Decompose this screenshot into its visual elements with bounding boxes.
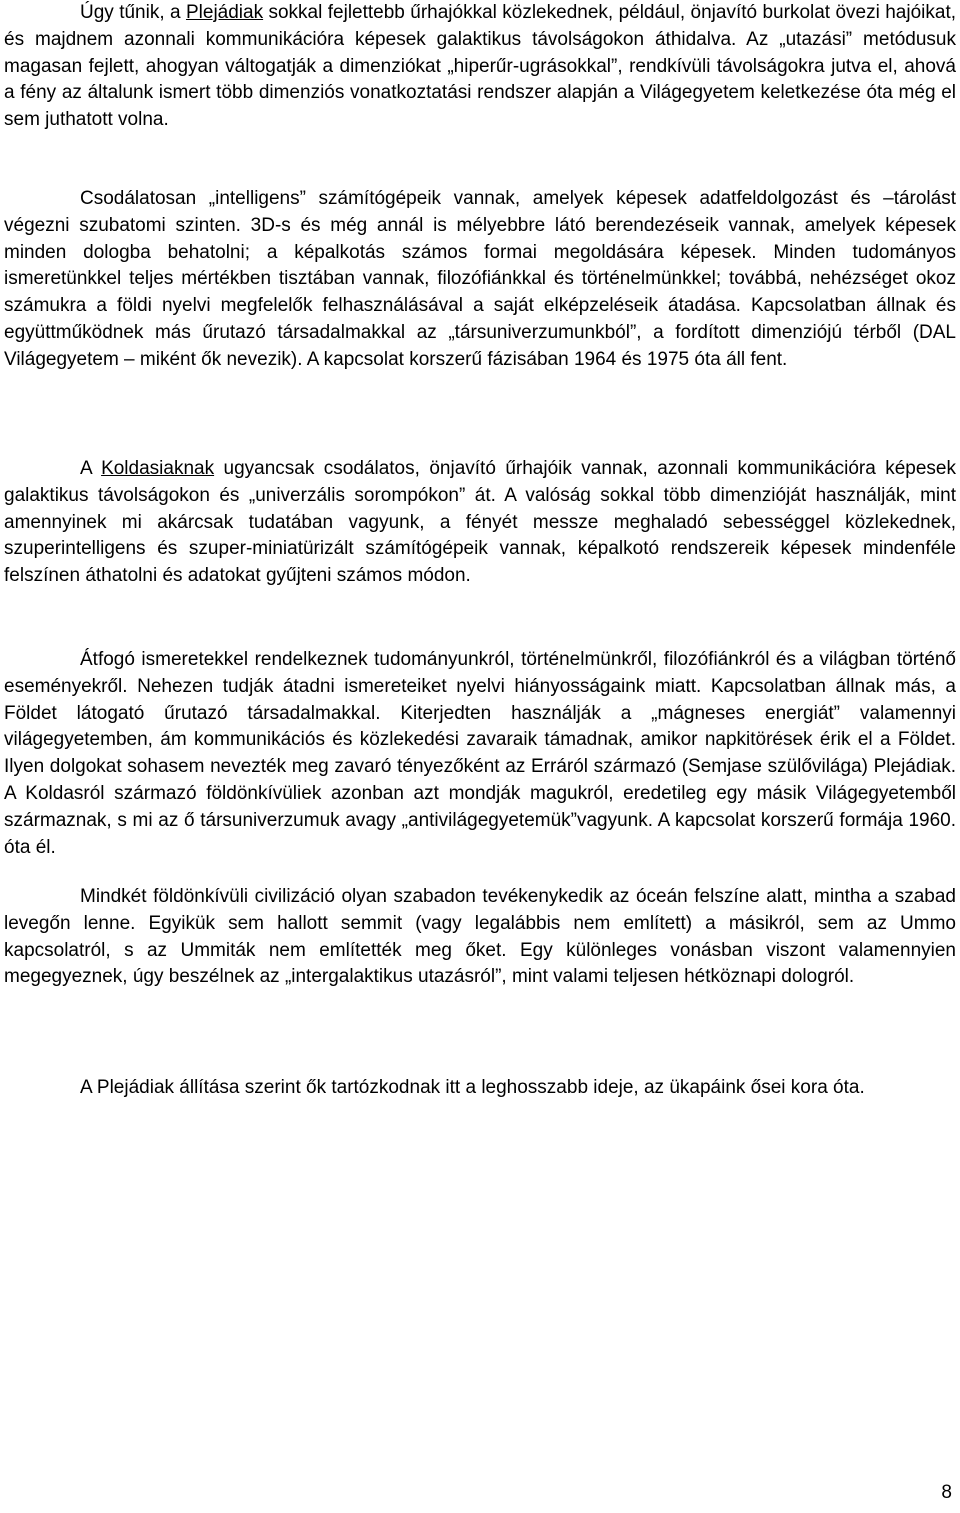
paragraph-koldasians [4, 456, 956, 590]
link-koldasiaknak[interactable]: Koldasiaknak [101, 458, 215, 479]
paragraph-knowledge: Átfogó ismeretekkel rendelkeznek tudományunkról, történelmünkről, filozófiánkról és a világban történő eseményekről. Nehezen tudják átadni ismereteiket nyelvi hiányosságaink miatt. Kapcsolatban állnak más, a Földet látogató űrutazó társadalmakkal. Kiterjedten használják a „mágneses energiát” valamennyi világegyetemben, ám kommunikációs és közlekedési zavaraik támadnak, amikor napkitörések érik el a Földet. Ilyen dolgokat sohasem nevezték meg zavaró tényezőként az Erráról származó (Semjase szülővilága) Plejádiak. A Koldasról származó földönkívüliek azonban azt mondják magukról, eredetileg egy másik Világegyetemből származnak, s mi az ő társuniverzumuk avagy „antivilágegyetemük”vagyunk. A kapcsolat korszerű formája 1960. óta él. [4, 649, 956, 858]
paragraph-text-after-link: sokkal fejlettebb űrhajókkal közlekednek, például, önjavító burkolat övezi hajóikat, és majdnem azonnali kommunikációra képesek galaktikus távolságokon áthidalva. Az „utazási” metódusuk magasan fejlett, ahogyan váltogatják a dimenziókat „hiperűr-ugrásokkal”, rendkívüli távolságokra jutva el, ahová a fény az általunk ismert több dimenziós vonatkoztatási rendszer alapján a Világegyetem keletkezése óta még el sem juthatott volna. [4, 2, 956, 131]
paragraph-text-before-link: A [80, 458, 102, 479]
paragraph-ocean: Mindkét földönkívüli civilizáció olyan szabadon tevékenykedik az óceán felszíne alatt, mintha a szabad levegőn lenne. Egyikük sem hallott semmit (vagy legalábbis nem említett) a másikról, sem az Ummo kapcsolatról, s az Ummiták nem említették meg őket. Egy különleges vonásban viszont valamennyien megegyeznek, úgy beszélnek az „intergalaktikus utazásról”, mint valami teljesen hétköznapi dologról. [4, 886, 956, 988]
page-number: 8 [941, 1482, 952, 1503]
paragraph-text-after-link: ugyancsak csodálatos, önjavító űrhajóik vannak, azonnali kommunikációra képesek galaktikus távolságokon és „univerzális sorompókon” át. A valóság sokkal több dimenzióját használják, mint amennyinek mi akárcsak tudatában vagyunk, a fényét messze meghaladó sebességgel közlekednek, szuperintelligens és szuper-miniatürizált számítógépeik vannak, képalkotó rendszereik képesek mindenféle felszínen áthatolni és adatokat gyűjteni számos módon. [4, 458, 956, 587]
paragraph-text-before-link: Úgy tűnik, a [80, 2, 186, 23]
paragraph-computers: Csodálatosan „intelligens” számítógépeik vannak, amelyek képesek adatfeldolgozást és –tárolást végezni szubatomi szinten. 3D-s és még annál is mélyebbre látó berendezéseik vannak, amelyek képesek minden dologba behatolni; a képalkotás számos formai megoldására képesek. Minden tudományos ismeretünkkel teljes mértékben tisztában vannak, filozófiánkkal és történelmünkkel; továbbá, nehézséget okoz számukra a földi nyelvi megfelelők felhasználásával a saját elképzeléseik átadása. Kapcsolatban állnak és együttműködnek más űrutazó társadalmakkal az „társuniverzumunkból”, a fordított dimenziójú térből (DAL Világegyetem – miként ők nevezik). A kapcsolat korszerű fázisában 1964 és 1975 óta áll fent. [4, 188, 956, 370]
paragraph-pleiadians-technology [4, 0, 956, 134]
paragraph-longest-presence: A Plejádiak állítása szerint ők tartózkodnak itt a leghosszabb ideje, az ükapáink ősei kora óta. [80, 1077, 865, 1098]
link-plejadiak[interactable]: Plejádiak [185, 2, 264, 23]
